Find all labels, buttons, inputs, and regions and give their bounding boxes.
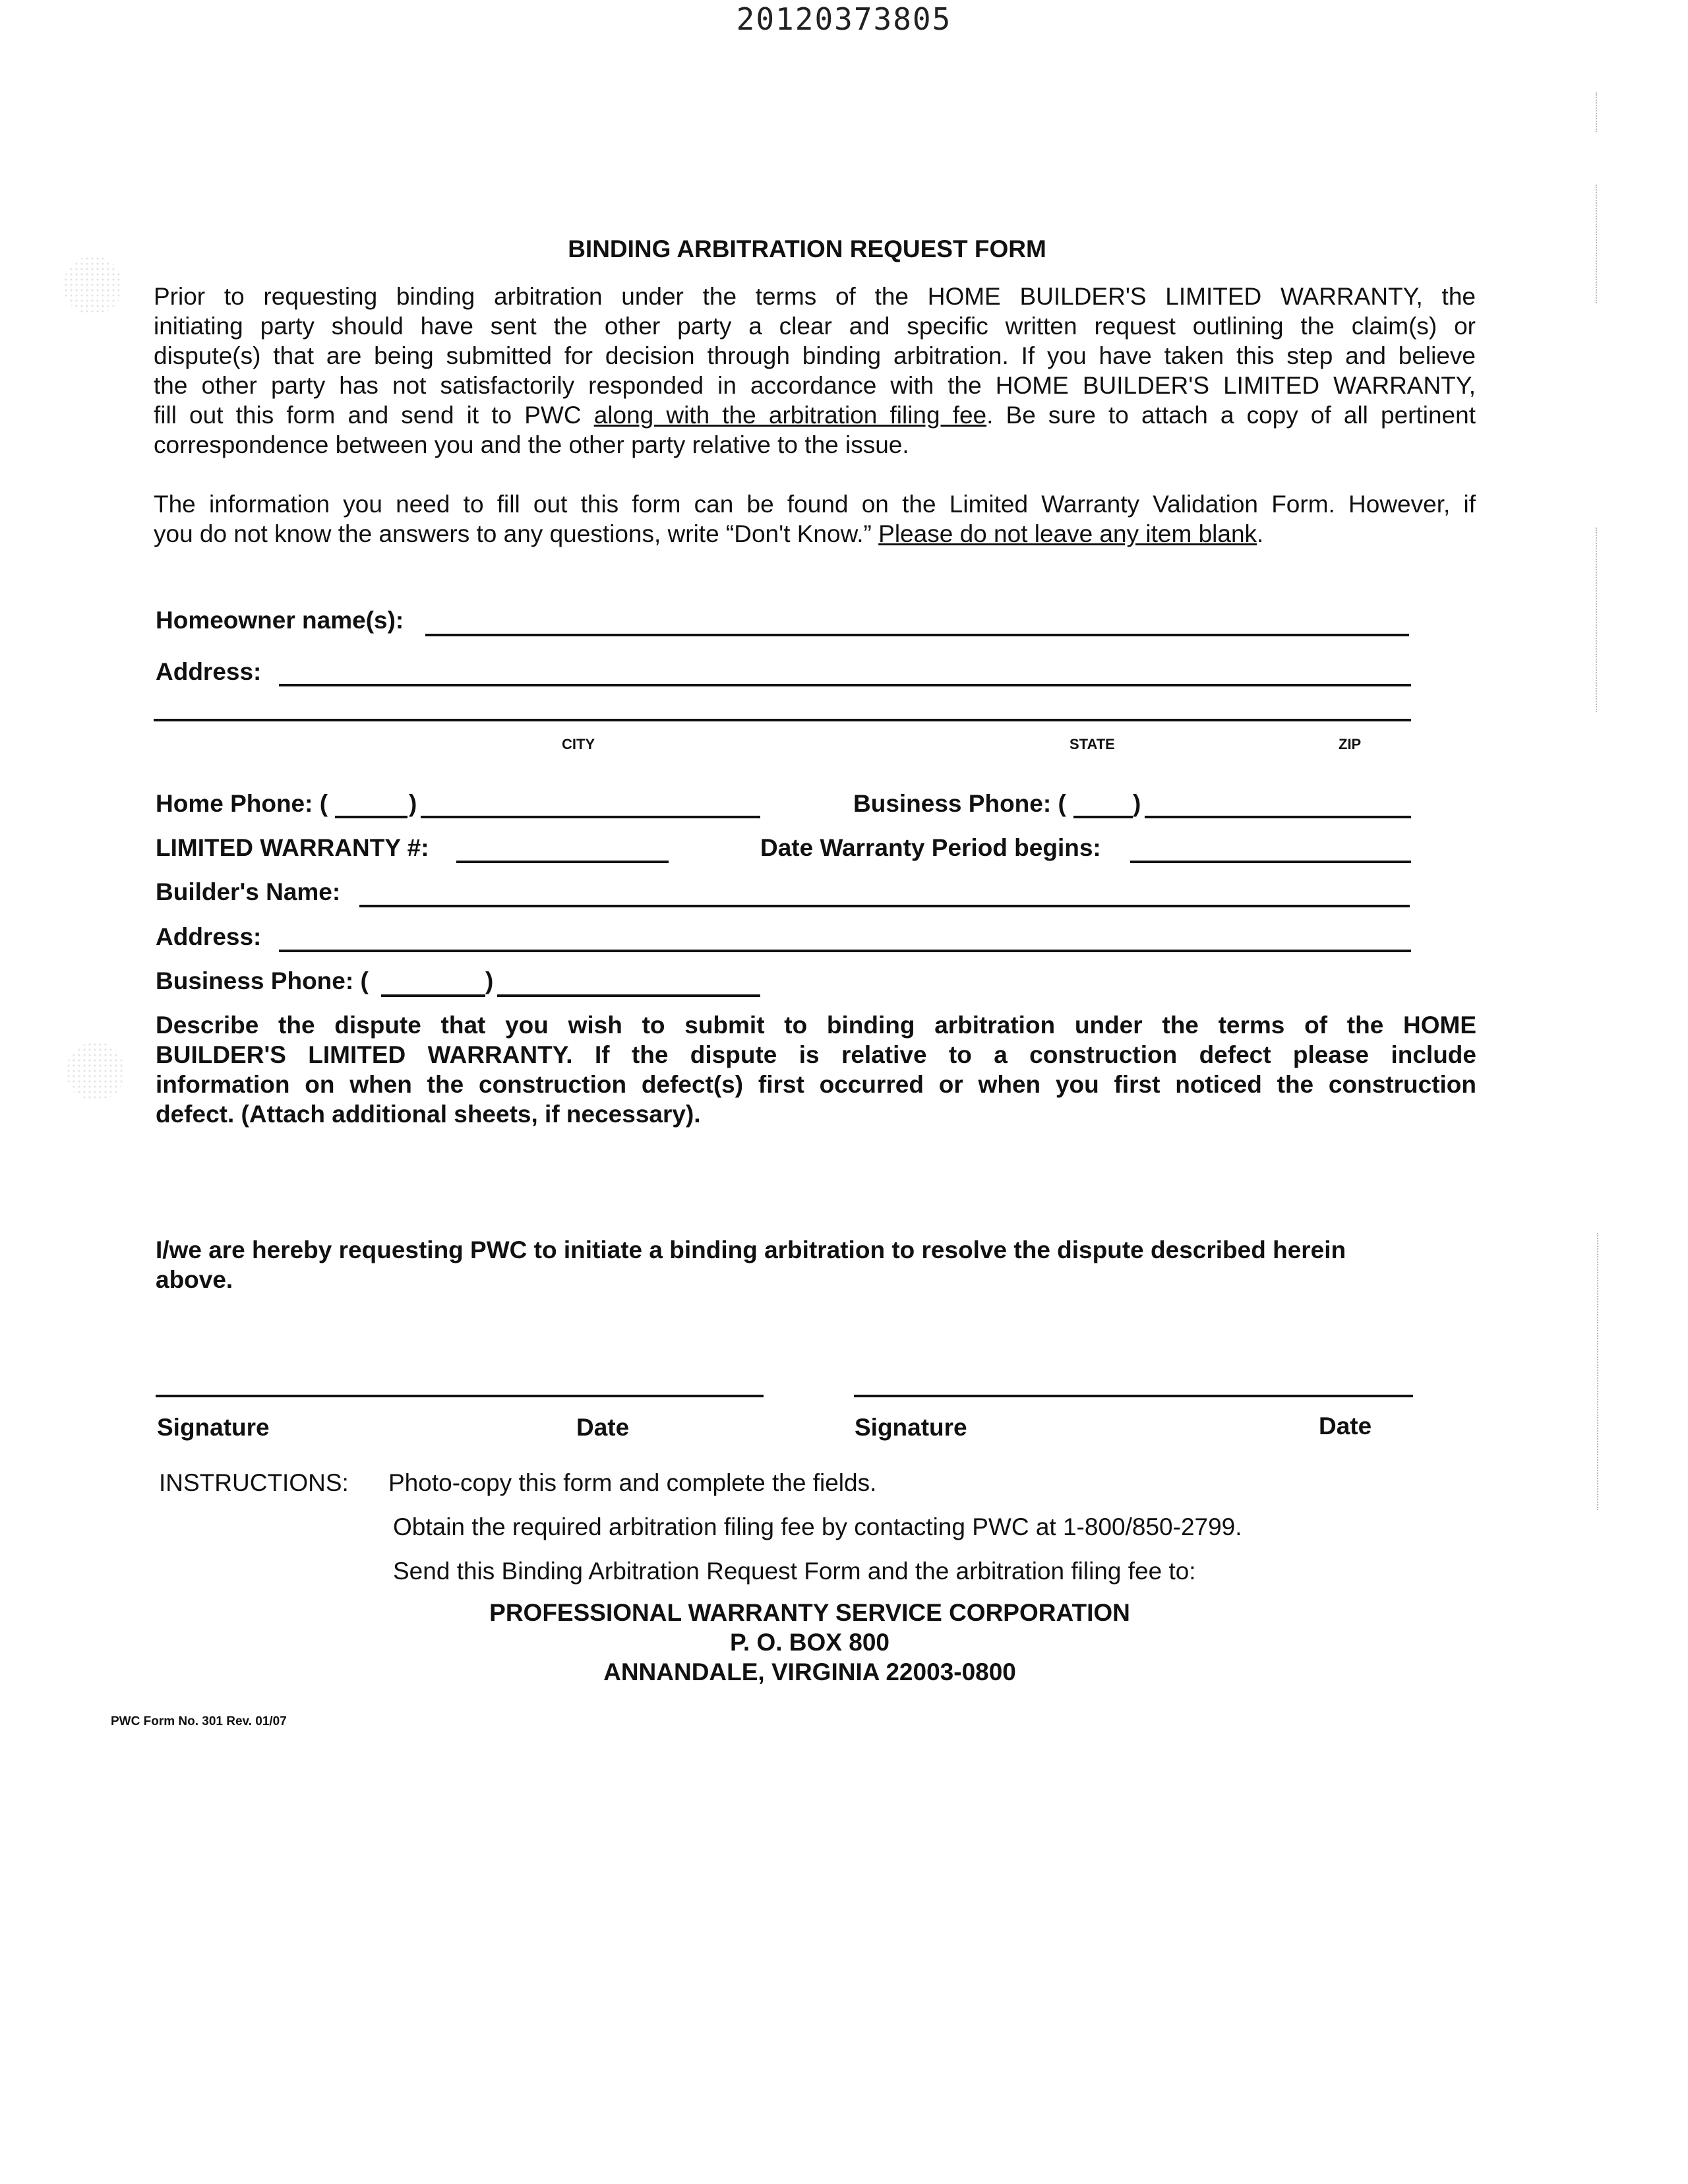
request-statement-line1: I/we are hereby requesting PWC to initiate a binding arbitration to resolve the dispute described herein [156,1236,1346,1263]
date-label: Date [1319,1412,1372,1440]
instruction-step: Photo-copy this form and complete the fields. [388,1469,877,1496]
city-caption: CITY [562,736,595,752]
builder-name-label: Builder's Name: [156,878,341,905]
builder-phone-number-field[interactable] [497,994,760,997]
document-number: 20120373805 [736,1,952,37]
warranty-begin-date-field[interactable] [1130,861,1411,863]
homeowner-label: Homeowner name(s): [156,607,404,634]
intro-line: dispute(s) that are being submitted for decision through binding arbitration. If you have taken this step and believe [154,342,1476,369]
signature-label: Signature [157,1414,270,1441]
info-text: you do not know the answers to any questions, write “Don't Know.” [154,520,879,547]
signature-line-2[interactable] [854,1395,1413,1397]
state-caption: STATE [1070,736,1115,752]
info-line [154,519,1476,549]
intro-line: the other party has not satisfactorily responded in accordance with the HOME BUILDER'S LIMITED WARRANTY, [154,372,1476,399]
home-phone-label: Home Phone: ( [156,790,328,817]
intro-line: correspondence between you and the other party relative to the issue. [154,431,909,458]
instructions-heading: INSTRUCTIONS: [159,1469,349,1496]
filing-fee-emphasis: along with the arbitration filing fee [593,402,987,429]
zip-caption: ZIP [1339,736,1362,752]
instruction-step: Obtain the required arbitration filing fee by contacting PWC at 1-800/850-2799. [393,1513,1242,1540]
home-phone-number-field[interactable] [421,816,760,818]
info-paragraph [154,489,1476,549]
scan-edge-marks [1596,92,1599,132]
signature-label: Signature [855,1414,967,1441]
address-field[interactable] [279,684,1411,686]
intro-line: Prior to requesting binding arbitration under the terms of the HOME BUILDER'S LIMITED WARRANTY, the [154,283,1476,310]
warranty-begin-date-label: Date Warranty Period begins: [760,834,1101,861]
mailing-po-box: P. O. BOX 800 [730,1629,889,1656]
form-code: PWC Form No. 301 Rev. 01/07 [111,1714,287,1728]
request-statement-line2: above. [156,1266,233,1293]
dispute-line: information on when the construction defect(s) first occurred or when you first noticed the construction [156,1071,1476,1098]
scan-speckle [66,1042,125,1101]
dispute-line: defect. (Attach additional sheets, if necessary). [156,1101,701,1128]
scan-edge-marks [1597,1233,1600,1510]
paren-close: ) [1133,790,1141,817]
limited-warranty-number-label: LIMITED WARRANTY #: [156,834,429,861]
intro-text: . Be sure to attach a copy of all pertinent [986,402,1476,429]
instruction-step: Send this Binding Arbitration Request Form and the arbitration filing fee to: [393,1558,1196,1585]
builder-address-field[interactable] [279,950,1411,952]
intro-line: initiating party should have sent the other party a clear and specific written request outlining the claim(s) or [154,313,1476,340]
scan-speckle [63,256,123,315]
business-phone-area-code-field[interactable] [1073,816,1133,818]
do-not-leave-blank-emphasis: Please do not leave any item blank [878,520,1257,547]
form-title: BINDING ARBITRATION REQUEST FORM [568,235,1046,262]
dispute-instructions [156,1010,1476,1129]
paren-close: ) [409,790,417,817]
builder-name-field[interactable] [359,905,1410,907]
intro-paragraph [154,282,1476,460]
paren-close: ) [485,967,494,994]
home-phone-area-code-field[interactable] [335,816,407,818]
intro-line [154,400,1476,430]
business-phone-label: Business Phone: ( [853,790,1066,817]
address-label: Address: [156,658,262,685]
builder-phone-area-code-field[interactable] [381,994,485,997]
date-label: Date [576,1414,630,1441]
intro-text: fill out this form and send it to PWC [154,402,594,429]
mailing-city: ANNANDALE, VIRGINIA 22003-0800 [603,1658,1016,1685]
city-state-zip-field[interactable] [154,719,1411,721]
info-line: The information you need to fill out this form can be found on the Limited Warranty Validation Form. However, if [154,491,1476,518]
signature-line-1[interactable] [156,1395,764,1397]
info-text: . [1257,520,1264,547]
mailing-company: PROFESSIONAL WARRANTY SERVICE CORPORATION [489,1599,1130,1626]
limited-warranty-number-field[interactable] [456,861,669,863]
builder-address-label: Address: [156,923,262,950]
builder-business-phone-label: Business Phone: ( [156,967,369,994]
homeowner-name-field[interactable] [425,634,1409,636]
scan-edge-marks [1596,528,1599,712]
dispute-line: Describe the dispute that you wish to submit to binding arbitration under the terms of the HOME [156,1012,1476,1039]
business-phone-number-field[interactable] [1145,816,1411,818]
dispute-line: BUILDER'S LIMITED WARRANTY. If the dispute is relative to a construction defect please include [156,1041,1476,1068]
